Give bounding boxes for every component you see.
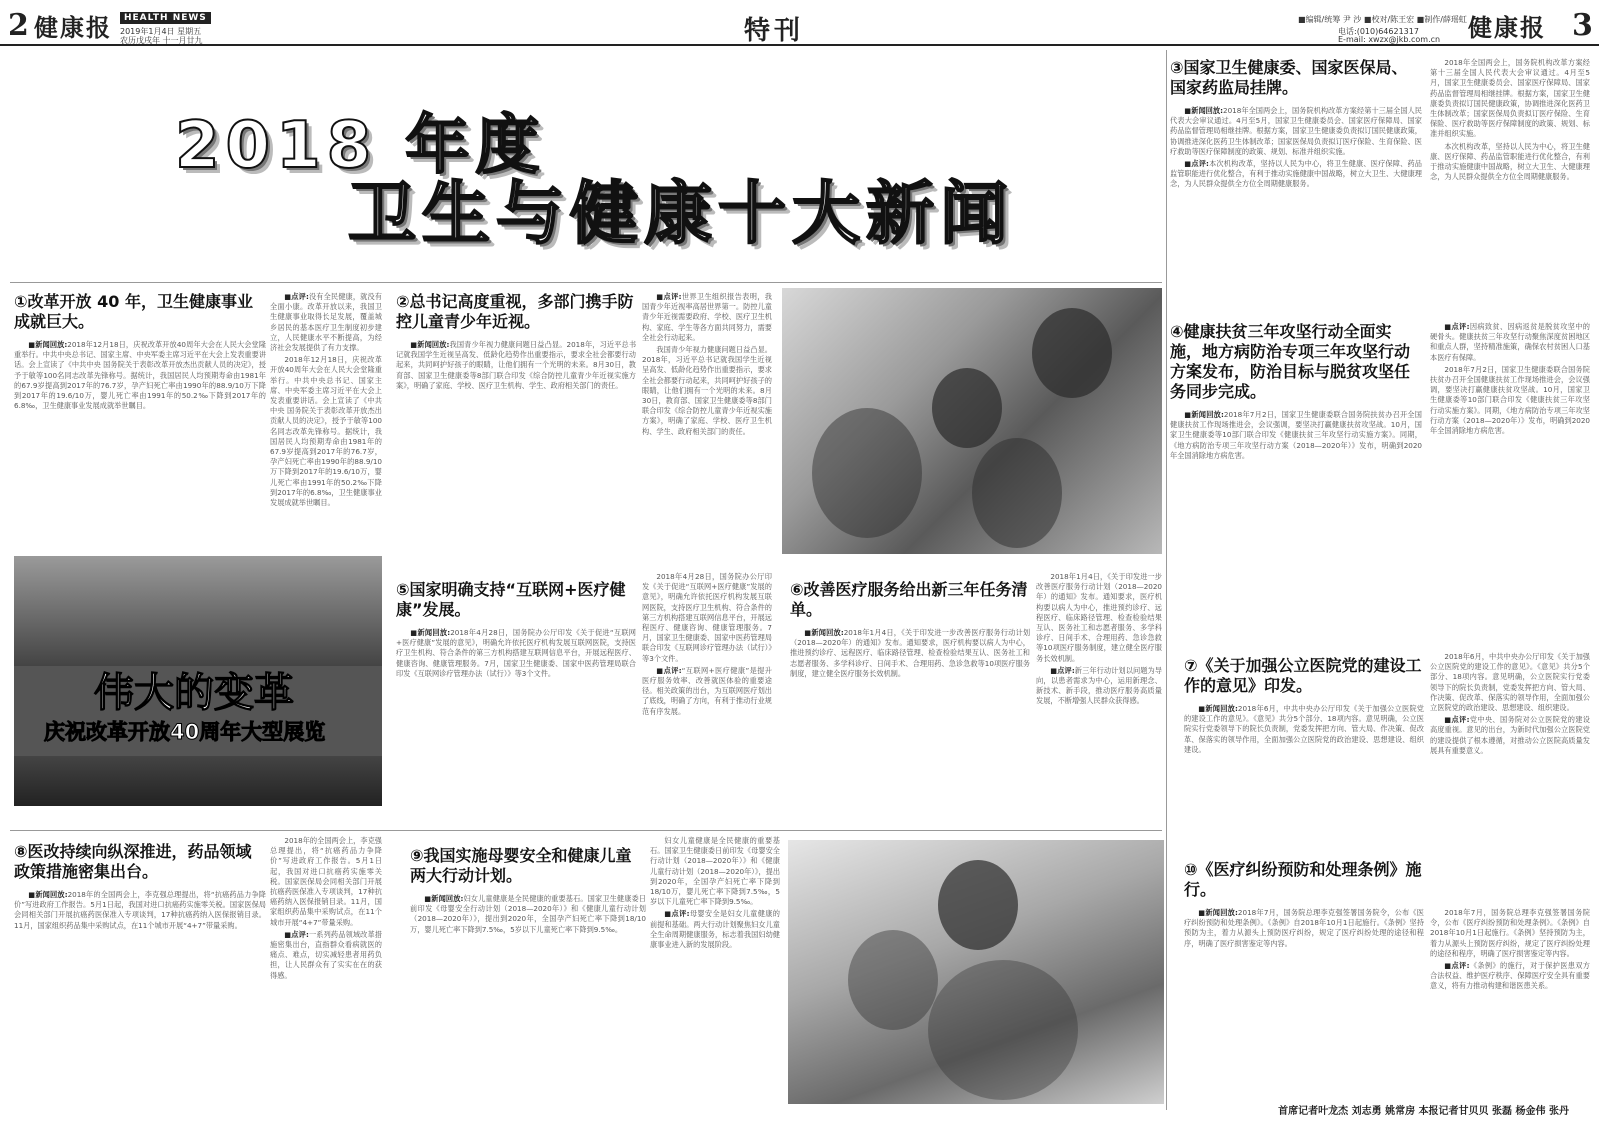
photo-reform-exhibition	[14, 556, 382, 806]
article-title: ⑨我国实施母婴安全和健康儿童两大行动计划。	[410, 846, 632, 885]
article-2-comment: ■点评:世界卫生组织报告表明，我国青少年近视率高居世界第一。防控儿童青少年近视需要政府、学校、医疗卫生机构、家庭、学生等各方面共同努力，需要全社会行动起来。 我国青少年视力健康问题日益凸显。2018年，习近平总书记就我国学生近视呈高发、低龄化趋势作出重要指示，要求全社会都要行动起来，共同呵护好孩子的眼睛，让他们拥有一个光明的未来。8月30日，教育部、国家卫生健康委等8部门联合印发《综合防控儿童青少年近视实施方案》，明确了家庭、学校、医疗卫生机构、学生、政府相关部门的责任。	[642, 292, 772, 436]
photo-eye-exam	[782, 288, 1162, 554]
expo-banner-subtitle: 庆祝改革开放40周年大型展览	[44, 720, 326, 744]
article-6: ⑥改善医疗服务给出新三年任务清单。 ■新闻回放:2018年1月4日，《关于印发进一步改善医疗服务行动计划（2018—2020年）的通知》发布。通知要求，医疗机构要以病人为中心，推进预约诊疗、远程医疗、临床路径管理、检查检验结果互认、医务社工和志愿者服务、多学科诊疗、日间手术、合理用药、急诊急救等10项医疗服务制度，建立健全医疗服务长效机制。	[790, 580, 1030, 678]
health-news-tag: HEALTH NEWS	[120, 12, 211, 24]
left-brand: 健康报	[34, 13, 112, 42]
article-10-comment: 2018年7月，国务院总理李克强签署国务院令，公布《医疗纠纷预防和处理条例》。《条例》自2018年10月1日起施行。《条例》坚持预防为主，着力从源头上预防医疗纠纷，规定了医疗纠纷处理的途径和程序，明确了医疗损害鉴定等内容。 ■点评:《条例》的施行，对于保护医患双方合法权益、维护医疗秩序、保障医疗安全具有重要意义，将有力推动构建和谐医患关系。	[1430, 908, 1590, 991]
article-5: ⑤国家明确支持“互联网+医疗健康”发展。 ■新闻回放:2018年4月28日，国务院办公厅印发《关于促进“互联网+医疗健康”发展的意见》，明确允许依托医疗机构发展互联网医院，支持医疗卫生机构、符合条件的第三方机构搭建互联网信息平台，开展远程医疗、健康咨询、健康管理服务。7月，国家卫生健康委、国家中医药管理局联合印发《互联网诊疗管理办法（试行）》等3个文件。	[396, 580, 636, 678]
rule	[10, 830, 1162, 831]
article-title: ①改革开放 40 年，卫生健康事业成就巨大。	[14, 292, 253, 331]
article-8: ⑧医改持续向纵深推进，药品领域政策措施密集出台。 ■新闻回放:2018年的全国两会上，李克强总理提出，将“抗癌药品力争降价”写进政府工作报告。5月1日起，我国对进口抗癌药实施零关税。国家医保局会同相关部门开展抗癌药医保准入专项谈判，17种抗癌药纳入医保报销目录。11月，国家组织药品集中采购试点，在11个城市开展“4+7”带量采购。	[14, 842, 266, 930]
article-7: ⑦《关于加强公立医院党的建设工作的意见》印发。 ■新闻回放:2018年6月，中共中央办公厅印发《关于加强公立医院党的建设工作的意见》。《意见》共分5个部分、18项内容。意见明确，公立医院实行党委领导下的院长负责制，党委发挥把方向、管大局、作决策、促改革、保落实的领导作用，全面加强公立医院党的政治建设、思想建设、组织建设。	[1184, 656, 1424, 754]
article-title: ⑤国家明确支持“互联网+医疗健康”发展。	[396, 580, 626, 619]
rule	[1166, 50, 1167, 1110]
article-3-continued: 2018年全国两会上，国务院机构改革方案经第十三届全国人民代表大会审议通过。4月至5月，国家卫生健康委员会、国家医疗保障局、国家药品监督管理局相继挂牌。根据方案，国家卫生健康委负责拟订国民健康政策，协调推进深化医药卫生体制改革；国家医保局负责拟订医疗保险、生育保险、医疗救助等医疗保障制度的政策、规划、标准并组织实施。 本次机构改革，坚持以人民为中心，将卫生健康、医疗保障、药品监管职能进行优化整合，有利于推动实施健康中国战略，树立大卫生、大健康理念，为人民群众提供全方位全周期健康服务。	[1430, 58, 1590, 182]
article-9: ⑨我国实施母婴安全和健康儿童两大行动计划。 ■新闻回放:妇女儿童健康是全民健康的重要基石。国家卫生健康委日前印发《母婴安全行动计划（2018—2020年）》和《健康儿童行动计划（2018—2020年）》，提出到2020年，全国孕产妇死亡率下降到18/10万，婴儿死亡率下降到7.5‰，5岁以下儿童死亡率下降到9.5‰。	[410, 846, 646, 934]
byline-footer: 首席记者叶龙杰 刘志勇 姚常房 本报记者甘贝贝 张磊 杨金伟 张丹	[1278, 1106, 1569, 1117]
article-4: ④健康扶贫三年攻坚行动全面实施，地方病防治专项三年攻坚行动方案发布，防治目标与脱贫攻坚任务同步完成。 ■新闻回放:2018年7月2日，国家卫生健康委联合国务院扶贫办召开全国健康扶贫工作现场推进会，会议强调，要坚决打赢健康扶贫攻坚战。10月，国家卫生健康委等10部门联合印发《健康扶贫三年攻坚行动实施方案》。同期，《地方病防治专项三年攻坚行动方案（2018—2020年）》发布，明确到2020年全国消除地方病危害。	[1170, 322, 1422, 460]
article-9-comment: 妇女儿童健康是全民健康的重要基石。国家卫生健康委日前印发《母婴安全行动计划（2018—2020年）》和《健康儿童行动计划（2018—2020年）》，提出到2020年，全国孕产妇死亡率下降到18/10万，婴儿死亡率下降到7.5‰，5岁以下儿童死亡率下降到9.5‰。 ■点评:母婴安全是妇女儿童健康的前提和基础。两大行动计划聚焦妇女儿童全生命周期健康服务，标志着我国妇幼健康事业进入新的发展阶段。	[650, 836, 780, 950]
article-1-comment: ■点评:没有全民健康，就没有全面小康。改革开放以来，我国卫生健康事业取得长足发展，覆盖城乡居民的基本医疗卫生制度初步建立，人民健康水平不断提高，为经济社会发展提供了有力支撑。 2018年12月18日，庆祝改革开放40周年大会在人民大会堂隆重举行。中共中央总书记、国家主席、中央军委主席习近平在大会上发表重要讲话。会上宣读了《中共中央 国务院关于表彰改革开放杰出贡献人员的决定》，授予于敏等100名同志改革先锋称号。据统计，我国居民人均预期寿命由1981年的67.9岁提高到2017年的76.7岁，孕产妇死亡率由1990年的88.9/10万下降到2017年的19.6/10万，婴儿死亡率由1991年的50.2‰下降到2017年的6.8‰，卫生健康事业发展成就举世瞩目。	[270, 292, 382, 508]
editors-line: ■编辑/统筹 尹 沙 ■校对/陈王宏 ■制作/薛瑶虹	[1298, 15, 1467, 24]
article-4-comment: ■点评:因病致贫、因病返贫是脱贫攻坚中的硬骨头。健康扶贫三年攻坚行动聚焦深度贫困地区和重点人群，坚持精准施策，确保农村贫困人口基本医疗有保障。 2018年7月2日，国家卫生健康委联合国务院扶贫办召开全国健康扶贫工作现场推进会，会议强调，要坚决打赢健康扶贫攻坚战。10月，国家卫生健康委等10部门联合印发《健康扶贫三年攻坚行动实施方案》。同期，《地方病防治专项三年攻坚行动方案（2018—2020年）》发布，明确到2020年全国消除地方病危害。	[1430, 322, 1590, 436]
article-5-comment: 2018年4月28日，国务院办公厅印发《关于促进“互联网+医疗健康”发展的意见》，明确允许依托医疗机构发展互联网医院，支持医疗卫生机构、符合条件的第三方机构搭建互联网信息平台，开展远程医疗、健康咨询、健康管理服务。7月，国家卫生健康委、国家中医药管理局联合印发《互联网诊疗管理办法（试行）》等3个文件。 ■点评:“互联网+医疗健康”是提升医疗服务效率、改善就医体验的重要途径。相关政策的出台，为互联网医疗划出了底线，明确了方向，有利于推动行业规范有序发展。	[642, 572, 772, 716]
article-7-comment: 2018年6月，中共中央办公厅印发《关于加强公立医院党的建设工作的意见》。《意见》共分5个部分、18项内容。意见明确，公立医院实行党委领导下的院长负责制，党委发挥把方向、管大局、作决策、促改革、保落实的领导作用，全面加强公立医院党的政治建设、思想建设、组织建设。 ■点评:党中央、国务院对公立医院党的建设高度重视。意见的出台，为新时代加强公立医院党的建设提供了根本遵循，对推动公立医院高质量发展具有重要意义。	[1430, 652, 1590, 755]
lunar-date: 农历戊戌年 十一月廿九	[120, 36, 203, 45]
issue-date: 2019年1月4日 星期五	[120, 27, 202, 36]
article-1: ①改革开放 40 年，卫生健康事业成就巨大。 ■新闻回放:2018年12月18日，庆祝改革开放40周年大会在人民大会堂隆重举行。中共中央总书记、国家主席、中央军委主席习近平在大会上发表重要讲话。会上宣读了《中共中央 国务院关于表彰改革开放杰出贡献人员的决定》，授予于敏等100名同志改革先锋称号。据统计，我国居民人均预期寿命由1981年的67.9岁提高到2017年的76.7岁，孕产妇死亡率由1990年的88.9/10万下降到2017年的19.6/10万，婴儿死亡率由1991年的50.2‰下降到2017年的6.8‰，卫生健康事业发展成就举世瞩目。	[14, 292, 266, 411]
headline-title: 卫生与健康十大新闻	[348, 175, 1015, 254]
article-title: ③国家卫生健康委、国家医保局、国家药监局挂牌。	[1170, 58, 1408, 97]
article-title: ⑩《医疗纠纷预防和处理条例》施行。	[1184, 860, 1422, 899]
article-title: ④健康扶贫三年攻坚行动全面实施，地方病防治专项三年攻坚行动方案发布，防治目标与脱贫攻坚任务同步完成。	[1170, 322, 1411, 401]
article-6-comment: 2018年1月4日，《关于印发进一步改善医疗服务行动计划（2018—2020年）的通知》发布。通知要求，医疗机构要以病人为中心，推进预约诊疗、远程医疗、临床路径管理、检查检验结果互认、医务社工和志愿者服务、多学科诊疗、日间手术、合理用药、急诊急救等10项医疗服务制度，建立健全医疗服务长效机制。 ■点评:新三年行动计划以问题为导向，以患者需求为中心，运用新理念、新技术、新手段，推动医疗服务高质量发展，不断增强人民群众获得感。	[1036, 572, 1162, 706]
rule	[10, 282, 1162, 283]
article-title: ②总书记高度重视，多部门携手防控儿童青少年近视。	[396, 292, 634, 331]
masthead	[0, 0, 1599, 46]
right-brand: 健康报	[1468, 13, 1546, 42]
article-3: ③国家卫生健康委、国家医保局、国家药监局挂牌。 ■新闻回放:2018年全国两会上，国务院机构改革方案经第十三届全国人民代表大会审议通过。4月至5月，国家卫生健康委员会、国家医疗保障局、国家药品监督管理局相继挂牌。根据方案，国家卫生健康委负责拟订国民健康政策，协调推进深化医药卫生体制改革；国家医保局负责拟订医疗保险、生育保险、医疗救助等医疗保障制度的政策、规划、标准并组织实施。 ■点评:本次机构改革，坚持以人民为中心，将卫生健康、医疗保障、药品监管职能进行优化整合，有利于推动实施健康中国战略，树立大卫生、大健康理念，为人民群众提供全方位全周期健康服务。	[1170, 58, 1422, 189]
article-2: ②总书记高度重视，多部门携手防控儿童青少年近视。 ■新闻回放:我国青少年视力健康问题日益凸显。2018年，习近平总书记就我国学生近视呈高发、低龄化趋势作出重要指示，要求全社会都要行动起来，共同呵护好孩子的眼睛，让他们拥有一个光明的未来。8月30日，教育部、国家卫生健康委等8部门联合印发《综合防控儿童青少年近视实施方案》，明确了家庭、学校、医疗卫生机构、学生、政府相关部门的责任。	[396, 292, 636, 390]
email-line: E-mail: xwzx@jkb.com.cn	[1338, 35, 1441, 44]
article-title: ⑧医改持续向纵深推进，药品领域政策措施密集出台。	[14, 842, 252, 881]
photo-elderly-care	[788, 840, 1164, 1104]
phone-line: 电话:(010)64621317	[1338, 27, 1419, 36]
article-10: ⑩《医疗纠纷预防和处理条例》施行。 ■新闻回放:2018年7月，国务院总理李克强签署国务院令，公布《医疗纠纷预防和处理条例》。《条例》自2018年10月1日起施行。《条例》坚持预防为主，着力从源头上预防医疗纠纷，规定了医疗纠纷处理的途径和程序，明确了医疗损害鉴定等内容。	[1184, 860, 1424, 948]
expo-banner-title: 伟大的变革	[94, 670, 294, 716]
article-8-comment: 2018年的全国两会上，李克强总理提出，将“抗癌药品力争降价”写进政府工作报告。5月1日起，我国对进口抗癌药实施零关税。国家医保局会同相关部门开展抗癌药医保准入专项谈判，17种抗癌药纳入医保报销目录。11月，国家组织药品集中采购试点，在11个城市开展“4+7”带量采购。 ■点评:一系列药品领域改革措施密集出台，直指群众看病就医的痛点、难点，切实减轻患者用药负担，让人民群众有了实实在在的获得感。	[270, 836, 382, 980]
left-page-number: 2	[8, 8, 29, 43]
right-page-number: 3	[1572, 8, 1593, 43]
article-title: ⑥改善医疗服务给出新三年任务清单。	[790, 580, 1028, 619]
headline-year: 2018 年度	[175, 109, 546, 183]
article-title: ⑦《关于加强公立医院党的建设工作的意见》印发。	[1184, 656, 1422, 695]
section-title: 特刊	[744, 16, 805, 46]
